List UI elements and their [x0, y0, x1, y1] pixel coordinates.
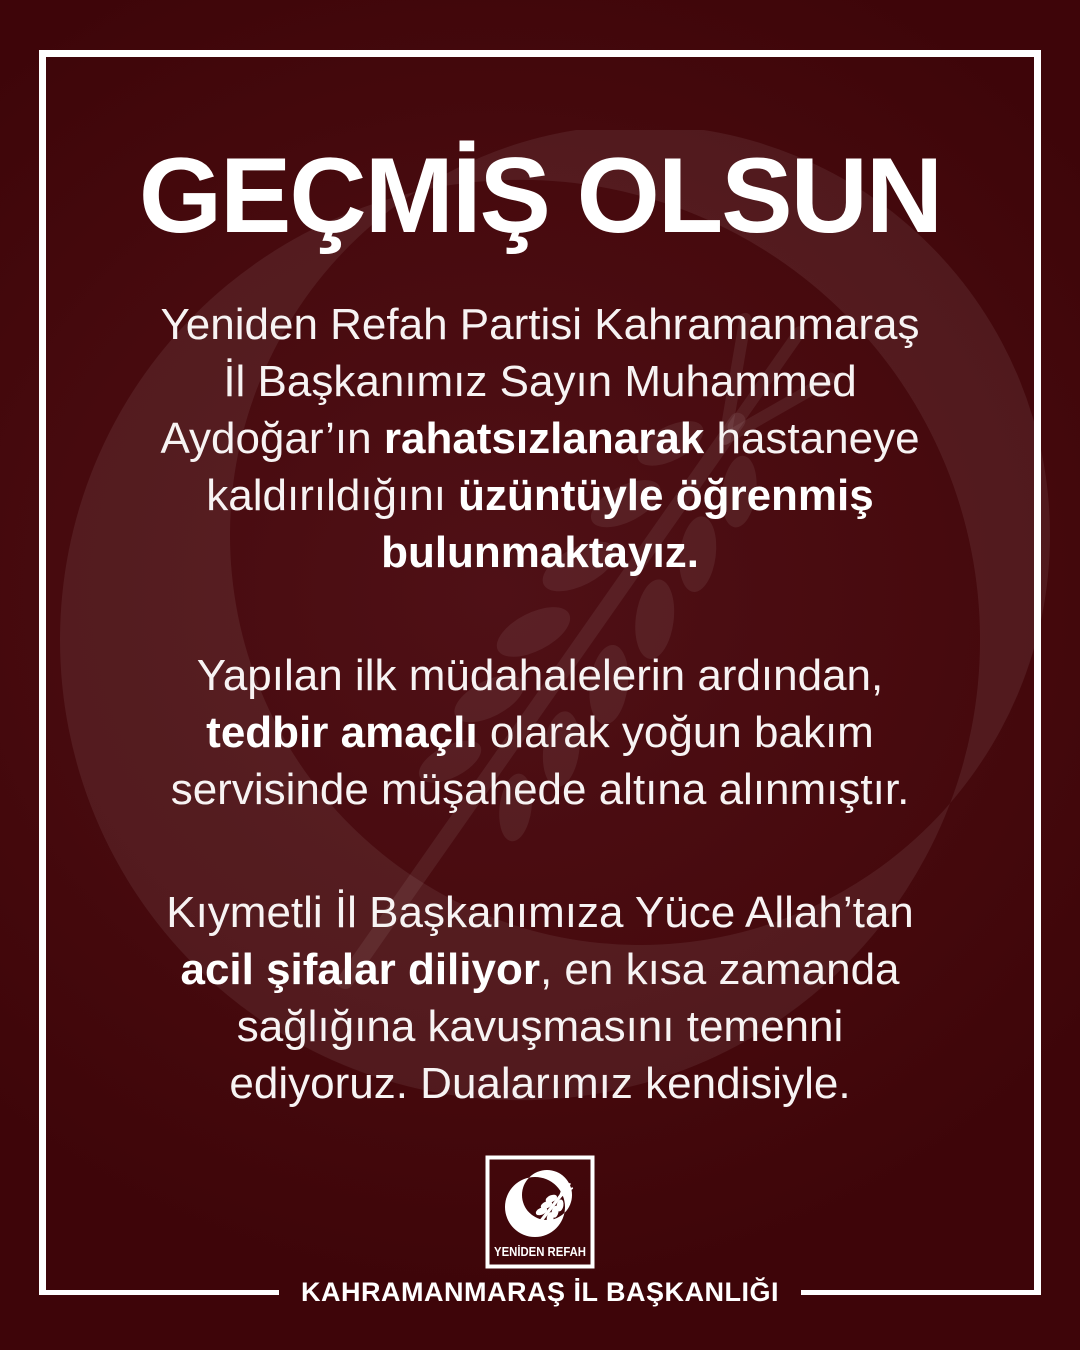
logo-party-name: YENİDEN REFAH: [494, 1244, 586, 1259]
crescent-wheat-logo-icon: [485, 1155, 595, 1269]
text-line: [0, 524, 1080, 581]
emphasized-text: bulunmaktayız.: [381, 528, 699, 577]
emphasized-text: rahatsızlanarak: [383, 414, 705, 463]
text-line: [0, 704, 1080, 761]
text-segment: Kıymetli İl Başkanımıza Yüce Allah’tan: [166, 888, 914, 937]
footer: [39, 1270, 1041, 1314]
text-segment: ediyoruz. Dualarımız kendisiyle.: [229, 1059, 851, 1108]
emphasized-text: acil şifalar diliyor: [180, 945, 540, 994]
text-line: [0, 647, 1080, 704]
footer-label: KAHRAMANMARAŞ İL BAŞKANLIĞI: [301, 1276, 779, 1307]
paragraph: [0, 647, 1080, 818]
text-segment: , en kısa zamanda: [539, 945, 900, 994]
text-segment: sağlığına kavuşmasını temenni: [236, 1002, 844, 1051]
text-segment: servisinde müşahede altına alınmıştır.: [170, 765, 910, 814]
text-segment: kaldırıldığını: [206, 471, 459, 520]
text-line: [0, 884, 1080, 941]
card-title: GEÇMİŞ OLSUN: [138, 135, 942, 255]
text-line: [0, 296, 1080, 353]
text-line: [0, 410, 1080, 467]
text-line: [0, 467, 1080, 524]
emphasized-text: üzüntüyle öğrenmiş: [458, 471, 874, 520]
party-logo: [485, 1155, 595, 1269]
text-segment: İl Başkanımız Sayın Muhammed: [223, 357, 857, 406]
text-line: [0, 761, 1080, 818]
text-segment: olarak yoğun bakım: [477, 708, 874, 757]
text-segment: Yeniden Refah Partisi Kahramanmaraş: [160, 300, 920, 349]
emphasized-text: tedbir amaçlı: [206, 708, 478, 757]
footer-divider-right: [801, 1290, 1041, 1295]
body-paragraphs: [0, 296, 1080, 1178]
text-segment: Aydoğar’ın: [160, 414, 384, 463]
text-line: [0, 941, 1080, 998]
text-line: [0, 353, 1080, 410]
paragraph: [0, 884, 1080, 1112]
text-segment: hastaneye: [704, 414, 920, 463]
text-line: [0, 1055, 1080, 1112]
footer-divider-left: [39, 1290, 279, 1295]
text-segment: Yapılan ilk müdahalelerin ardından,: [196, 651, 884, 700]
text-line: [0, 998, 1080, 1055]
paragraph: [0, 296, 1080, 581]
